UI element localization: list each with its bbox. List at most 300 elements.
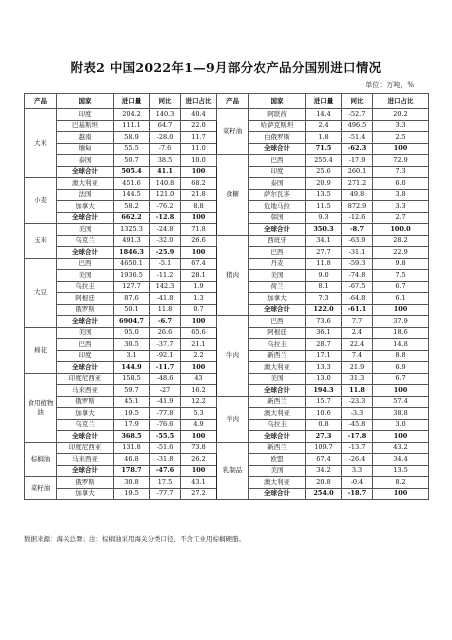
country-cell: 哈萨克斯坦: [249, 120, 306, 132]
volume-cell: 67.4: [306, 454, 342, 466]
country-cell: 印度尼西亚: [57, 442, 114, 454]
volume-cell: 2.4: [306, 120, 342, 132]
volume-cell: 1325.3: [114, 224, 150, 236]
yoy-cell: 271.2: [342, 178, 373, 190]
table-row: [25, 155, 429, 167]
share-cell: 71.8: [181, 224, 217, 236]
country-cell: 越南: [57, 132, 114, 144]
country-cell: 全球合计: [249, 431, 306, 443]
yoy-cell: -7.6: [150, 143, 181, 155]
product-name-cell: 牛肉: [217, 316, 249, 397]
yoy-cell: -74.8: [342, 270, 373, 282]
share-cell: 5.3: [181, 408, 217, 420]
country-cell: 西班牙: [249, 235, 306, 247]
volume-cell: 9.3: [306, 212, 342, 224]
country-cell: 全球合计: [57, 212, 114, 224]
share-cell: 6.9: [373, 362, 429, 374]
volume-cell: 45.1: [114, 396, 150, 408]
share-cell: 43.2: [373, 442, 429, 454]
product-name-cell: 棕榈油: [25, 442, 57, 477]
yoy-cell: 3.3: [342, 465, 373, 477]
country-cell: 泰国: [249, 178, 306, 190]
share-cell: 100: [181, 247, 217, 259]
yoy-cell: -31.1: [342, 247, 373, 259]
yoy-cell: 31.3: [342, 373, 373, 385]
share-cell: 100: [181, 431, 217, 443]
country-cell: 美国: [57, 327, 114, 339]
country-cell: 全球合计: [57, 362, 114, 374]
yoy-cell: 11.8: [342, 385, 373, 397]
country-cell: 美国: [57, 270, 114, 282]
header-yoy: 同比: [342, 94, 373, 109]
yoy-cell: 38.5: [150, 155, 181, 167]
yoy-cell: -28.0: [150, 132, 181, 144]
share-cell: 100: [181, 166, 217, 178]
country-cell: 全球合计: [249, 385, 306, 397]
import-table: [24, 93, 429, 500]
yoy-cell: -48.6: [150, 373, 181, 385]
country-cell: 美国: [249, 270, 306, 282]
yoy-cell: 140.8: [150, 178, 181, 190]
yoy-cell: 22.4: [342, 339, 373, 351]
share-cell: 8.8: [373, 350, 429, 362]
country-cell: 全球合计: [57, 166, 114, 178]
country-cell: 全球合计: [57, 465, 114, 477]
share-cell: 6.7: [373, 281, 429, 293]
share-cell: 28.2: [373, 235, 429, 247]
yoy-cell: 7.7: [342, 316, 373, 328]
share-cell: 13.5: [373, 465, 429, 477]
yoy-cell: -26.4: [342, 454, 373, 466]
volume-cell: 8.1: [306, 281, 342, 293]
country-cell: 新西兰: [249, 350, 306, 362]
share-cell: 3.8: [373, 189, 429, 201]
country-cell: 丹麦: [249, 258, 306, 270]
share-cell: 22.9: [373, 247, 429, 259]
header-volume: 进口量: [306, 94, 342, 109]
share-cell: 43.1: [181, 477, 217, 489]
yoy-cell: -11.2: [150, 270, 181, 282]
product-name-cell: 小麦: [25, 178, 57, 224]
country-cell: 加拿大: [57, 408, 114, 420]
yoy-cell: 49.8: [342, 189, 373, 201]
product-name-cell: 食用植物油: [25, 373, 57, 442]
volume-cell: 11.5: [306, 201, 342, 213]
volume-cell: 3.1: [114, 350, 150, 362]
product-name-cell: 食糖: [217, 155, 249, 236]
yoy-cell: -45.8: [342, 419, 373, 431]
share-cell: 9.8: [373, 258, 429, 270]
country-cell: 乌克兰: [57, 419, 114, 431]
volume-cell: 122.0: [306, 304, 342, 316]
yoy-cell: -47.6: [150, 465, 181, 477]
country-cell: 萨尔瓦多: [249, 189, 306, 201]
share-cell: 3.3: [373, 120, 429, 132]
country-cell: 韩国: [249, 212, 306, 224]
yoy-cell: -51.6: [150, 442, 181, 454]
volume-cell: 27.7: [306, 247, 342, 259]
volume-cell: 350.3: [306, 224, 342, 236]
yoy-cell: -12.6: [342, 212, 373, 224]
yoy-cell: -32.0: [150, 235, 181, 247]
header-country: 国家: [249, 94, 306, 109]
product-name-cell: 菜籽油: [217, 109, 249, 155]
volume-cell: 27.3: [306, 431, 342, 443]
yoy-cell: 872.9: [342, 201, 373, 213]
product-name-cell: 菜籽油: [25, 477, 57, 500]
volume-cell: 144.9: [114, 362, 150, 374]
volume-cell: 19.5: [114, 488, 150, 500]
yoy-cell: 11.8: [150, 304, 181, 316]
yoy-cell: 17.5: [150, 477, 181, 489]
share-cell: 100: [373, 143, 429, 155]
volume-cell: 73.6: [306, 316, 342, 328]
header-share: 进口占比: [373, 94, 429, 109]
product-name-cell: 大豆: [25, 258, 57, 327]
share-cell: 1.9: [181, 281, 217, 293]
country-cell: 全球合计: [249, 224, 306, 236]
country-cell: 美国: [249, 465, 306, 477]
volume-cell: 46.8: [114, 454, 150, 466]
yoy-cell: 260.1: [342, 166, 373, 178]
share-cell: 14.8: [373, 339, 429, 351]
country-cell: 全球合计: [57, 316, 114, 328]
product-name-cell: 猪肉: [217, 235, 249, 316]
country-cell: 澳大利亚: [249, 362, 306, 374]
volume-cell: 255.4: [306, 155, 342, 167]
share-cell: 0.7: [181, 304, 217, 316]
yoy-cell: -11.7: [150, 362, 181, 374]
volume-cell: 111.1: [114, 120, 150, 132]
yoy-cell: -77.8: [150, 408, 181, 420]
volume-cell: 0.8: [306, 419, 342, 431]
country-cell: 乌拉圭: [249, 339, 306, 351]
volume-cell: 30.8: [114, 477, 150, 489]
country-cell: 白俄罗斯: [249, 132, 306, 144]
header-country: 国家: [57, 94, 114, 109]
yoy-cell: 21.9: [342, 362, 373, 374]
share-cell: 7.3: [373, 166, 429, 178]
country-cell: 巴西: [249, 155, 306, 167]
table-row: [25, 235, 429, 247]
share-cell: 28.1: [181, 270, 217, 282]
country-cell: 阿根廷: [57, 293, 114, 305]
yoy-cell: 64.7: [150, 120, 181, 132]
share-cell: 26.6: [181, 235, 217, 247]
share-cell: 67.4: [181, 258, 217, 270]
yoy-cell: 140.3: [150, 109, 181, 121]
volume-cell: 13.0: [306, 373, 342, 385]
country-cell: 乌拉圭: [249, 419, 306, 431]
share-cell: 73.8: [181, 442, 217, 454]
share-cell: 2.2: [181, 350, 217, 362]
yoy-cell: 26.6: [150, 327, 181, 339]
share-cell: 34.4: [373, 454, 429, 466]
volume-cell: 95.0: [114, 327, 150, 339]
product-name-cell: 玉米: [25, 224, 57, 259]
volume-cell: 4650.1: [114, 258, 150, 270]
share-cell: 26.2: [181, 454, 217, 466]
country-cell: 阿联酋: [249, 109, 306, 121]
yoy-cell: -77.7: [150, 488, 181, 500]
volume-cell: 14.4: [306, 109, 342, 121]
share-cell: 27.2: [181, 488, 217, 500]
share-cell: 8.2: [373, 477, 429, 489]
share-cell: 100: [373, 385, 429, 397]
volume-cell: 13.3: [306, 362, 342, 374]
share-cell: 3.0: [373, 419, 429, 431]
table-row: [25, 109, 429, 121]
share-cell: 1.3: [181, 293, 217, 305]
volume-cell: 71.5: [306, 143, 342, 155]
country-cell: 全球合计: [57, 247, 114, 259]
yoy-cell: -23.3: [342, 396, 373, 408]
country-cell: 印度尼西亚: [57, 373, 114, 385]
share-cell: 65.6: [181, 327, 217, 339]
volume-cell: 36.1: [306, 327, 342, 339]
share-cell: 3.3: [373, 201, 429, 213]
country-cell: 欧盟: [249, 454, 306, 466]
country-cell: 澳大利亚: [57, 178, 114, 190]
volume-cell: 6904.7: [114, 316, 150, 328]
share-cell: 20.2: [373, 109, 429, 121]
yoy-cell: -51.4: [342, 132, 373, 144]
volume-cell: 11.8: [306, 258, 342, 270]
volume-cell: 50.7: [114, 155, 150, 167]
header-yoy: 同比: [150, 94, 181, 109]
volume-cell: 34.1: [306, 235, 342, 247]
yoy-cell: -62.3: [342, 143, 373, 155]
share-cell: 100: [181, 212, 217, 224]
share-cell: 100: [373, 304, 429, 316]
volume-cell: 25.6: [306, 166, 342, 178]
product-name-cell: 羊肉: [217, 396, 249, 442]
share-cell: 57.4: [373, 396, 429, 408]
volume-cell: 15.7: [306, 396, 342, 408]
country-cell: 印度: [249, 166, 306, 178]
yoy-cell: 41.1: [150, 166, 181, 178]
yoy-cell: 121.0: [150, 189, 181, 201]
country-cell: 巴西: [57, 339, 114, 351]
share-cell: 12.2: [181, 396, 217, 408]
table-header-row: [25, 94, 429, 109]
yoy-cell: -25.9: [150, 247, 181, 259]
volume-cell: 505.4: [114, 166, 150, 178]
volume-cell: 662.2: [114, 212, 150, 224]
header-product: 产品: [217, 94, 249, 109]
volume-cell: 58.2: [114, 201, 150, 213]
volume-cell: 87.6: [114, 293, 150, 305]
country-cell: 阿根廷: [249, 327, 306, 339]
yoy-cell: 496.5: [342, 120, 373, 132]
country-cell: 荷兰: [249, 281, 306, 293]
yoy-cell: -8.7: [342, 224, 373, 236]
header-volume: 进口量: [114, 94, 150, 109]
volume-cell: 7.3: [306, 293, 342, 305]
volume-cell: 368.5: [114, 431, 150, 443]
country-cell: 全球合计: [249, 488, 306, 500]
share-cell: 2.5: [373, 132, 429, 144]
volume-cell: 28.7: [306, 339, 342, 351]
country-cell: 巴西: [249, 316, 306, 328]
volume-cell: 131.8: [114, 442, 150, 454]
volume-cell: 127.7: [114, 281, 150, 293]
country-cell: 澳大利亚: [249, 408, 306, 420]
share-cell: 43: [181, 373, 217, 385]
share-cell: 100: [373, 431, 429, 443]
yoy-cell: 142.3: [150, 281, 181, 293]
yoy-cell: -5.1: [150, 258, 181, 270]
share-cell: 2.7: [373, 212, 429, 224]
share-cell: 6.1: [373, 293, 429, 305]
yoy-cell: -76.6: [150, 419, 181, 431]
yoy-cell: -92.1: [150, 350, 181, 362]
table-row: [25, 316, 429, 328]
share-cell: 100: [373, 488, 429, 500]
volume-cell: 9.0: [306, 270, 342, 282]
share-cell: 11.7: [181, 132, 217, 144]
share-cell: 18.6: [373, 327, 429, 339]
header-product: 产品: [25, 94, 57, 109]
unit-label: 单位：万吨，%: [365, 81, 414, 89]
country-cell: 全球合计: [57, 431, 114, 443]
yoy-cell: 2.4: [342, 327, 373, 339]
share-cell: 100.0: [373, 224, 429, 236]
country-cell: 乌拉圭: [57, 281, 114, 293]
yoy-cell: -61.1: [342, 304, 373, 316]
volume-cell: 50.1: [114, 304, 150, 316]
country-cell: 巴西: [249, 247, 306, 259]
yoy-cell: -67.5: [342, 281, 373, 293]
share-cell: 4.9: [181, 419, 217, 431]
volume-cell: 17.9: [114, 419, 150, 431]
volume-cell: 1.8: [306, 132, 342, 144]
yoy-cell: -0.4: [342, 477, 373, 489]
share-cell: 100: [181, 362, 217, 374]
country-cell: 法国: [57, 189, 114, 201]
volume-cell: 451.6: [114, 178, 150, 190]
share-cell: 100: [181, 465, 217, 477]
share-cell: 10.0: [181, 155, 217, 167]
volume-cell: 491.3: [114, 235, 150, 247]
yoy-cell: -18.7: [342, 488, 373, 500]
yoy-cell: -76.2: [150, 201, 181, 213]
header-share: 进口占比: [181, 94, 217, 109]
yoy-cell: -55.5: [150, 431, 181, 443]
volume-cell: 254.0: [306, 488, 342, 500]
volume-cell: 17.1: [306, 350, 342, 362]
country-cell: 美国: [249, 373, 306, 385]
yoy-cell: -3.3: [342, 408, 373, 420]
share-cell: 72.9: [373, 155, 429, 167]
yoy-cell: -59.3: [342, 258, 373, 270]
volume-cell: 158.5: [114, 373, 150, 385]
yoy-cell: -13.7: [342, 442, 373, 454]
product-name-cell: 大米: [25, 109, 57, 178]
yoy-cell: -27: [150, 385, 181, 397]
share-cell: 38.8: [373, 408, 429, 420]
document-title: 附表2 中国2022年1—9月部分农产品分国别进口情况: [70, 60, 382, 75]
table-row: [25, 396, 429, 408]
volume-cell: 20.9: [306, 178, 342, 190]
country-cell: 危地马拉: [249, 201, 306, 213]
yoy-cell: -31.8: [150, 454, 181, 466]
share-cell: 6.7: [373, 373, 429, 385]
volume-cell: 1846.3: [114, 247, 150, 259]
country-cell: 澳大利亚: [249, 477, 306, 489]
volume-cell: 19.5: [114, 408, 150, 420]
yoy-cell: -17.9: [342, 155, 373, 167]
share-cell: 37.9: [373, 316, 429, 328]
yoy-cell: -41.8: [150, 293, 181, 305]
share-cell: 16.2: [181, 385, 217, 397]
share-cell: 22.0: [181, 120, 217, 132]
country-cell: 加拿大: [57, 201, 114, 213]
yoy-cell: -6.7: [150, 316, 181, 328]
volume-cell: 59.7: [114, 385, 150, 397]
country-cell: 马来西亚: [57, 454, 114, 466]
volume-cell: 55.5: [114, 143, 150, 155]
source-note: 数据来源：海关总署；注：棕榈油采用海关分类口径，不含工业用棕榈硬脂。: [24, 535, 245, 543]
yoy-cell: 7.4: [342, 350, 373, 362]
country-cell: 全球合计: [249, 143, 306, 155]
country-cell: 俄罗斯: [57, 477, 114, 489]
country-cell: 巴基斯坦: [57, 120, 114, 132]
volume-cell: 204.2: [114, 109, 150, 121]
table-row: [25, 442, 429, 454]
yoy-cell: -17.8: [342, 431, 373, 443]
share-cell: 40.4: [181, 109, 217, 121]
yoy-cell: -52.7: [342, 109, 373, 121]
country-cell: 新西兰: [249, 442, 306, 454]
country-cell: 新西兰: [249, 396, 306, 408]
volume-cell: 10.6: [306, 408, 342, 420]
volume-cell: 13.5: [306, 189, 342, 201]
yoy-cell: -37.7: [150, 339, 181, 351]
yoy-cell: -64.8: [342, 293, 373, 305]
volume-cell: 1936.5: [114, 270, 150, 282]
country-cell: 乌克兰: [57, 235, 114, 247]
volume-cell: 109.7: [306, 442, 342, 454]
yoy-cell: -63.9: [342, 235, 373, 247]
volume-cell: 194.3: [306, 385, 342, 397]
country-cell: 全球合计: [249, 304, 306, 316]
yoy-cell: -41.9: [150, 396, 181, 408]
country-cell: 加拿大: [249, 293, 306, 305]
volume-cell: 30.5: [114, 339, 150, 351]
country-cell: 泰国: [57, 155, 114, 167]
product-name-cell: 棉花: [25, 327, 57, 373]
volume-cell: 20.8: [306, 477, 342, 489]
yoy-cell: -12.8: [150, 212, 181, 224]
country-cell: 美国: [57, 224, 114, 236]
share-cell: 21.8: [181, 189, 217, 201]
share-cell: 11.0: [181, 143, 217, 155]
volume-cell: 178.7: [114, 465, 150, 477]
country-cell: 加拿大: [57, 488, 114, 500]
share-cell: 100: [181, 316, 217, 328]
share-cell: 6.0: [373, 178, 429, 190]
yoy-cell: -24.8: [150, 224, 181, 236]
country-cell: 巴西: [57, 258, 114, 270]
country-cell: 印度: [57, 350, 114, 362]
country-cell: 缅甸: [57, 143, 114, 155]
country-cell: 俄罗斯: [57, 304, 114, 316]
country-cell: 俄罗斯: [57, 396, 114, 408]
share-cell: 21.1: [181, 339, 217, 351]
country-cell: 印度: [57, 109, 114, 121]
share-cell: 7.5: [373, 270, 429, 282]
